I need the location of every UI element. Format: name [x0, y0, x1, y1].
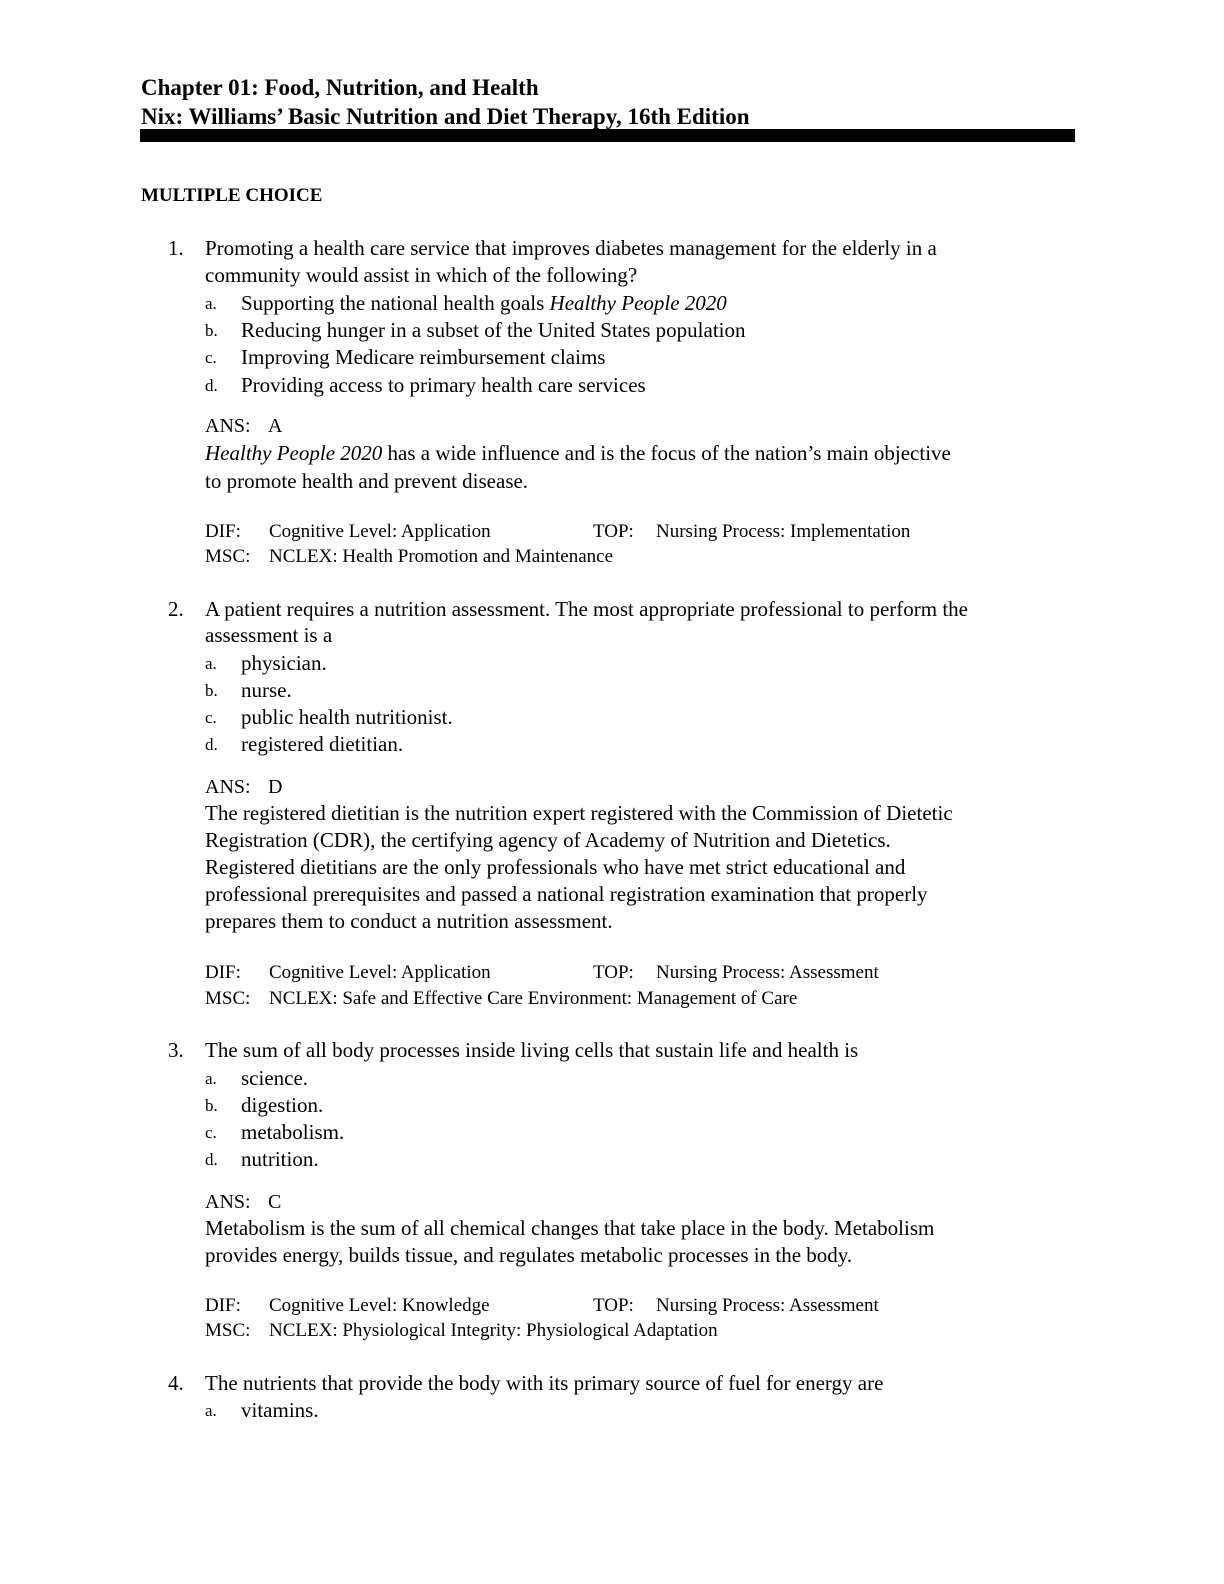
option-b: nurse.	[241, 678, 292, 702]
question-stem-line: The nutrients that provide the body with its primary source of fuel for energy are	[205, 1371, 884, 1395]
option-a: science.	[241, 1066, 309, 1090]
option-d: registered dietitian.	[241, 732, 404, 756]
rationale-line	[205, 440, 951, 467]
option-a: physician.	[241, 651, 327, 675]
top-label: TOP:	[593, 521, 634, 542]
rationale-italic: Healthy People 2020	[205, 441, 383, 465]
msc-value: NCLEX: Health Promotion and Maintenance	[269, 546, 614, 567]
option-text: Supporting the national health goals	[241, 291, 550, 315]
option-text-italic: Healthy People 2020	[549, 291, 727, 315]
option-d: Providing access to primary health care services	[241, 373, 646, 397]
option-letter: c.	[205, 708, 217, 727]
answer-value: A	[268, 415, 283, 437]
option-c: public health nutritionist.	[241, 705, 453, 729]
option-letter: c.	[205, 348, 217, 367]
top-label: TOP:	[593, 1295, 634, 1316]
top-value: Nursing Process: Assessment	[656, 1295, 879, 1316]
dif-value: Cognitive Level: Knowledge	[269, 1295, 490, 1316]
rationale-line: professional prerequisites and passed a national registration examination that properly	[205, 882, 928, 906]
rationale-line: provides energy, builds tissue, and regulates metabolic processes in the body.	[205, 1243, 853, 1267]
option-a: vitamins.	[241, 1398, 319, 1422]
question-number: 4.	[168, 1371, 184, 1395]
option-c: Improving Medicare reimbursement claims	[241, 345, 606, 369]
question-number: 2.	[168, 597, 184, 621]
option-letter: d.	[205, 1150, 218, 1169]
dif-value: Cognitive Level: Application	[269, 521, 491, 542]
answer-label: ANS:	[205, 1191, 251, 1213]
answer-label: ANS:	[205, 776, 251, 798]
option-letter: a.	[205, 1401, 217, 1420]
option-a	[241, 290, 727, 317]
option-letter: a.	[205, 654, 217, 673]
option-letter: b.	[205, 1096, 218, 1115]
rationale-line: Registration (CDR), the certifying agency of Academy of Nutrition and Dietetics.	[205, 828, 891, 852]
book-title: Nix: Williams’ Basic Nutrition and Diet Therapy, 16th Edition	[141, 104, 750, 129]
option-letter: c.	[205, 1123, 217, 1142]
dif-value: Cognitive Level: Application	[269, 962, 491, 983]
top-value: Nursing Process: Implementation	[656, 521, 911, 542]
dif-label: DIF:	[205, 1295, 241, 1316]
option-c: metabolism.	[241, 1120, 345, 1144]
question-number: 1.	[168, 236, 184, 260]
option-d: nutrition.	[241, 1147, 319, 1171]
chapter-title: Chapter 01: Food, Nutrition, and Health	[141, 75, 539, 100]
dif-label: DIF:	[205, 521, 241, 542]
rationale-line: prepares them to conduct a nutrition assessment.	[205, 909, 613, 933]
option-letter: d.	[205, 735, 218, 754]
msc-label: MSC:	[205, 1320, 251, 1341]
option-letter: a.	[205, 1069, 217, 1088]
rationale-line: Metabolism is the sum of all chemical changes that take place in the body. Metabolism	[205, 1216, 935, 1240]
top-label: TOP:	[593, 962, 634, 983]
answer-label: ANS:	[205, 415, 251, 437]
msc-value: NCLEX: Physiological Integrity: Physiological Adaptation	[269, 1320, 718, 1341]
rationale-line: Registered dietitians are the only professionals who have met strict educational and	[205, 855, 906, 879]
option-letter: d.	[205, 376, 218, 395]
rationale-text: has a wide influence and is the focus of the nation’s main objective	[382, 441, 951, 465]
question-stem-line: community would assist in which of the following?	[205, 263, 638, 287]
msc-value: NCLEX: Safe and Effective Care Environment: Management of Care	[269, 988, 798, 1009]
header-rule	[140, 129, 1075, 142]
question-stem-line: assessment is a	[205, 623, 333, 647]
answer-value: C	[268, 1191, 282, 1213]
section-title: MULTIPLE CHOICE	[141, 185, 323, 206]
option-letter: a.	[205, 294, 217, 313]
dif-label: DIF:	[205, 962, 241, 983]
option-letter: b.	[205, 321, 218, 340]
question-stem-line: A patient requires a nutrition assessment. The most appropriate professional to perform the	[205, 597, 969, 621]
option-letter: b.	[205, 681, 218, 700]
msc-label: MSC:	[205, 546, 251, 567]
question-stem-line: The sum of all body processes inside living cells that sustain life and health is	[205, 1038, 859, 1062]
question-stem-line: Promoting a health care service that improves diabetes management for the elderly in a	[205, 236, 937, 260]
option-b: Reducing hunger in a subset of the United States population	[241, 318, 746, 342]
option-b: digestion.	[241, 1093, 324, 1117]
question-number: 3.	[168, 1038, 184, 1062]
top-value: Nursing Process: Assessment	[656, 962, 879, 983]
answer-value: D	[268, 776, 283, 798]
rationale-line: The registered dietitian is the nutrition expert registered with the Commission of Dietetic	[205, 801, 953, 825]
msc-label: MSC:	[205, 988, 251, 1009]
rationale-line: to promote health and prevent disease.	[205, 469, 529, 493]
